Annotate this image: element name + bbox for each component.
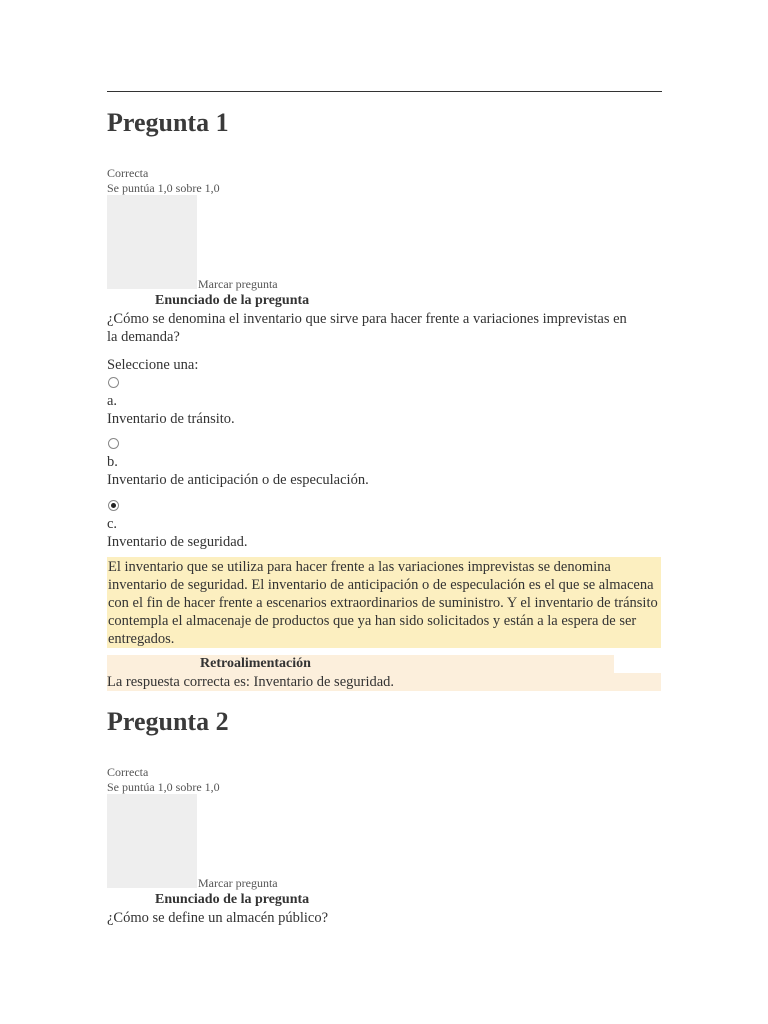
- option-c-label[interactable]: Inventario de seguridad.: [107, 534, 248, 550]
- question-1-title: Pregunta 1: [107, 108, 229, 137]
- question-2-title: Pregunta 2: [107, 707, 229, 736]
- question-2-text: ¿Cómo se define un almacén público?: [107, 910, 329, 926]
- question-2-status: Correcta: [107, 765, 149, 779]
- option-a-label[interactable]: Inventario de tránsito.: [107, 411, 235, 427]
- flag-question-link[interactable]: Marcar pregunta: [198, 876, 278, 890]
- specific-feedback: El inventario que se utiliza para hacer frente a las variaciones imprevistas se denomina inventario de seguridad. El inventario de anticipación o de especulación es el que se almacena con el fin de hacer frente a escenarios extraordinarios de suministro. Y el inventario de tránsito contempla el almacenaje de productos que ya han sido solicitados y están a la espera de ser entregados.: [107, 557, 661, 648]
- option-c-radio-selected[interactable]: [108, 500, 119, 511]
- option-b-letter: b.: [107, 454, 118, 470]
- right-answer: La respuesta correcta es: Inventario de seguridad.: [107, 673, 661, 691]
- option-a-radio[interactable]: [108, 377, 119, 388]
- question-2-grade: Se puntúa 1,0 sobre 1,0: [107, 780, 220, 794]
- question-2-statement-heading: Enunciado de la pregunta: [155, 892, 310, 907]
- question-1-status: Correcta: [107, 166, 149, 180]
- option-a-letter: a.: [107, 393, 118, 409]
- option-b-radio[interactable]: [108, 438, 119, 449]
- divider: [107, 91, 662, 92]
- flag-icon[interactable]: [107, 195, 197, 289]
- question-1-grade: Se puntúa 1,0 sobre 1,0: [107, 181, 220, 195]
- feedback-heading: Retroalimentación: [107, 655, 614, 673]
- flag-question-link[interactable]: Marcar pregunta: [198, 277, 278, 291]
- question-1-statement-heading: Enunciado de la pregunta: [155, 293, 310, 308]
- option-c-letter: c.: [107, 516, 118, 532]
- question-1-text: ¿Cómo se denomina el inventario que sirve para hacer frente a variaciones imprevistas en la demanda?: [107, 311, 627, 345]
- select-one-prompt: Seleccione una:: [107, 357, 199, 373]
- flag-icon[interactable]: [107, 794, 197, 888]
- option-b-label[interactable]: Inventario de anticipación o de especulación.: [107, 472, 369, 488]
